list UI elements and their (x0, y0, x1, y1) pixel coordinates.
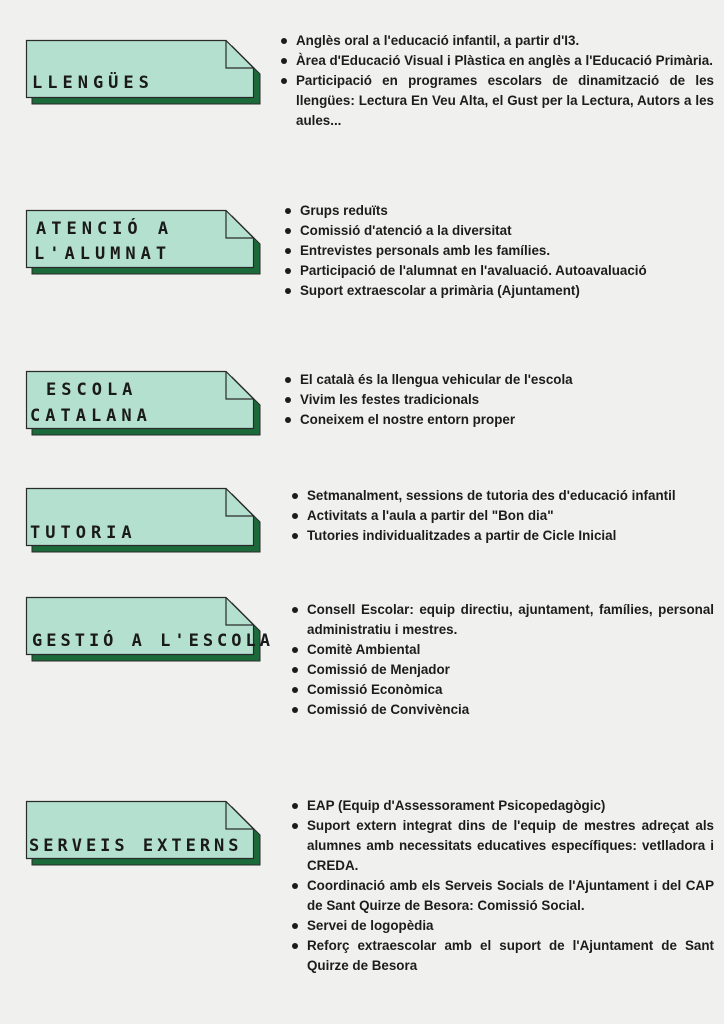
list-item: Participació en programes escolars de dinamització de les llengües: Lectura En Veu Alta, el Gust per la Lectura, Autors a les aules... (280, 71, 714, 131)
list-item: EAP (Equip d'Assessorament Psicopedagògic) (291, 796, 714, 816)
list-item: Servei de logopèdia (291, 916, 714, 936)
section-title-line: LLENGÜES (32, 73, 154, 93)
list-item: Comissió de Menjador (291, 660, 714, 680)
section-title (26, 210, 254, 268)
section-tag (26, 371, 254, 429)
list-item: Participació de l'alumnat en l'avaluació. Autoavaluació (284, 261, 714, 281)
section-item-list (284, 201, 714, 301)
list-item: Anglès oral a l'educació infantil, a partir d'I3. (280, 31, 714, 51)
list-item: Entrevistes personals amb les famílies. (284, 241, 714, 261)
list-item: Comissió d'atenció a la diversitat (284, 221, 714, 241)
list-item: Activitats a l'aula a partir del "Bon dia" (291, 506, 714, 526)
section-title-line: L'ALUMNAT (34, 244, 172, 264)
section-item-list (291, 486, 714, 546)
section-tag (26, 488, 254, 546)
list-item: Comissió de Convivència (291, 700, 714, 720)
list-item: Comissió Econòmica (291, 680, 714, 700)
list-item: Consell Escolar: equip directiu, ajuntament, famílies, personal administratiu i mestres. (291, 600, 714, 640)
section-title (26, 371, 254, 429)
section-item-list (291, 600, 714, 720)
section-title (26, 597, 274, 655)
list-item: Vivim les festes tradicionals (284, 390, 714, 410)
list-item: Suport extern integrat dins de l'equip de mestres adreçat als alumnes amb necessitats educatives específiques: vetlladora i CREDA. (291, 816, 714, 876)
section-tag (26, 597, 274, 655)
section-item-list (291, 796, 714, 976)
section-tag (26, 801, 254, 859)
section-tag (26, 40, 254, 98)
section-title-line: CATALANA (30, 406, 152, 426)
list-item: Coneixem el nostre entorn proper (284, 410, 714, 430)
list-item: Setmanalment, sessions de tutoria des d'educació infantil (291, 486, 714, 506)
section-title-line: GESTIÓ A L'ESCOLA (32, 631, 274, 651)
list-item: El català és la llengua vehicular de l'escola (284, 370, 714, 390)
list-item: Coordinació amb els Serveis Socials de l'Ajuntament i del CAP de Sant Quirze de Besora: Comissió Social. (291, 876, 714, 916)
section-title-line: SERVEIS EXTERNS (29, 836, 243, 856)
section-title (26, 801, 254, 859)
section-title-line: ESCOLA (46, 380, 138, 400)
section-item-list (284, 370, 714, 430)
list-item: Àrea d'Educació Visual i Plàstica en anglès a l'Educació Primària. (280, 51, 714, 71)
section-title (26, 488, 254, 546)
list-item: Reforç extraescolar amb el suport de l'Ajuntament de Sant Quirze de Besora (291, 936, 714, 976)
list-item: Comitè Ambiental (291, 640, 714, 660)
list-item: Suport extraescolar a primària (Ajuntament) (284, 281, 714, 301)
section-title-line: ATENCIÓ A (36, 219, 174, 239)
section-title-line: TUTORIA (30, 523, 137, 543)
list-item: Tutories individualitzades a partir de Cicle Inicial (291, 526, 714, 546)
section-tag (26, 210, 254, 268)
section-item-list (280, 31, 714, 131)
section-title (26, 40, 254, 98)
list-item: Grups reduïts (284, 201, 714, 221)
